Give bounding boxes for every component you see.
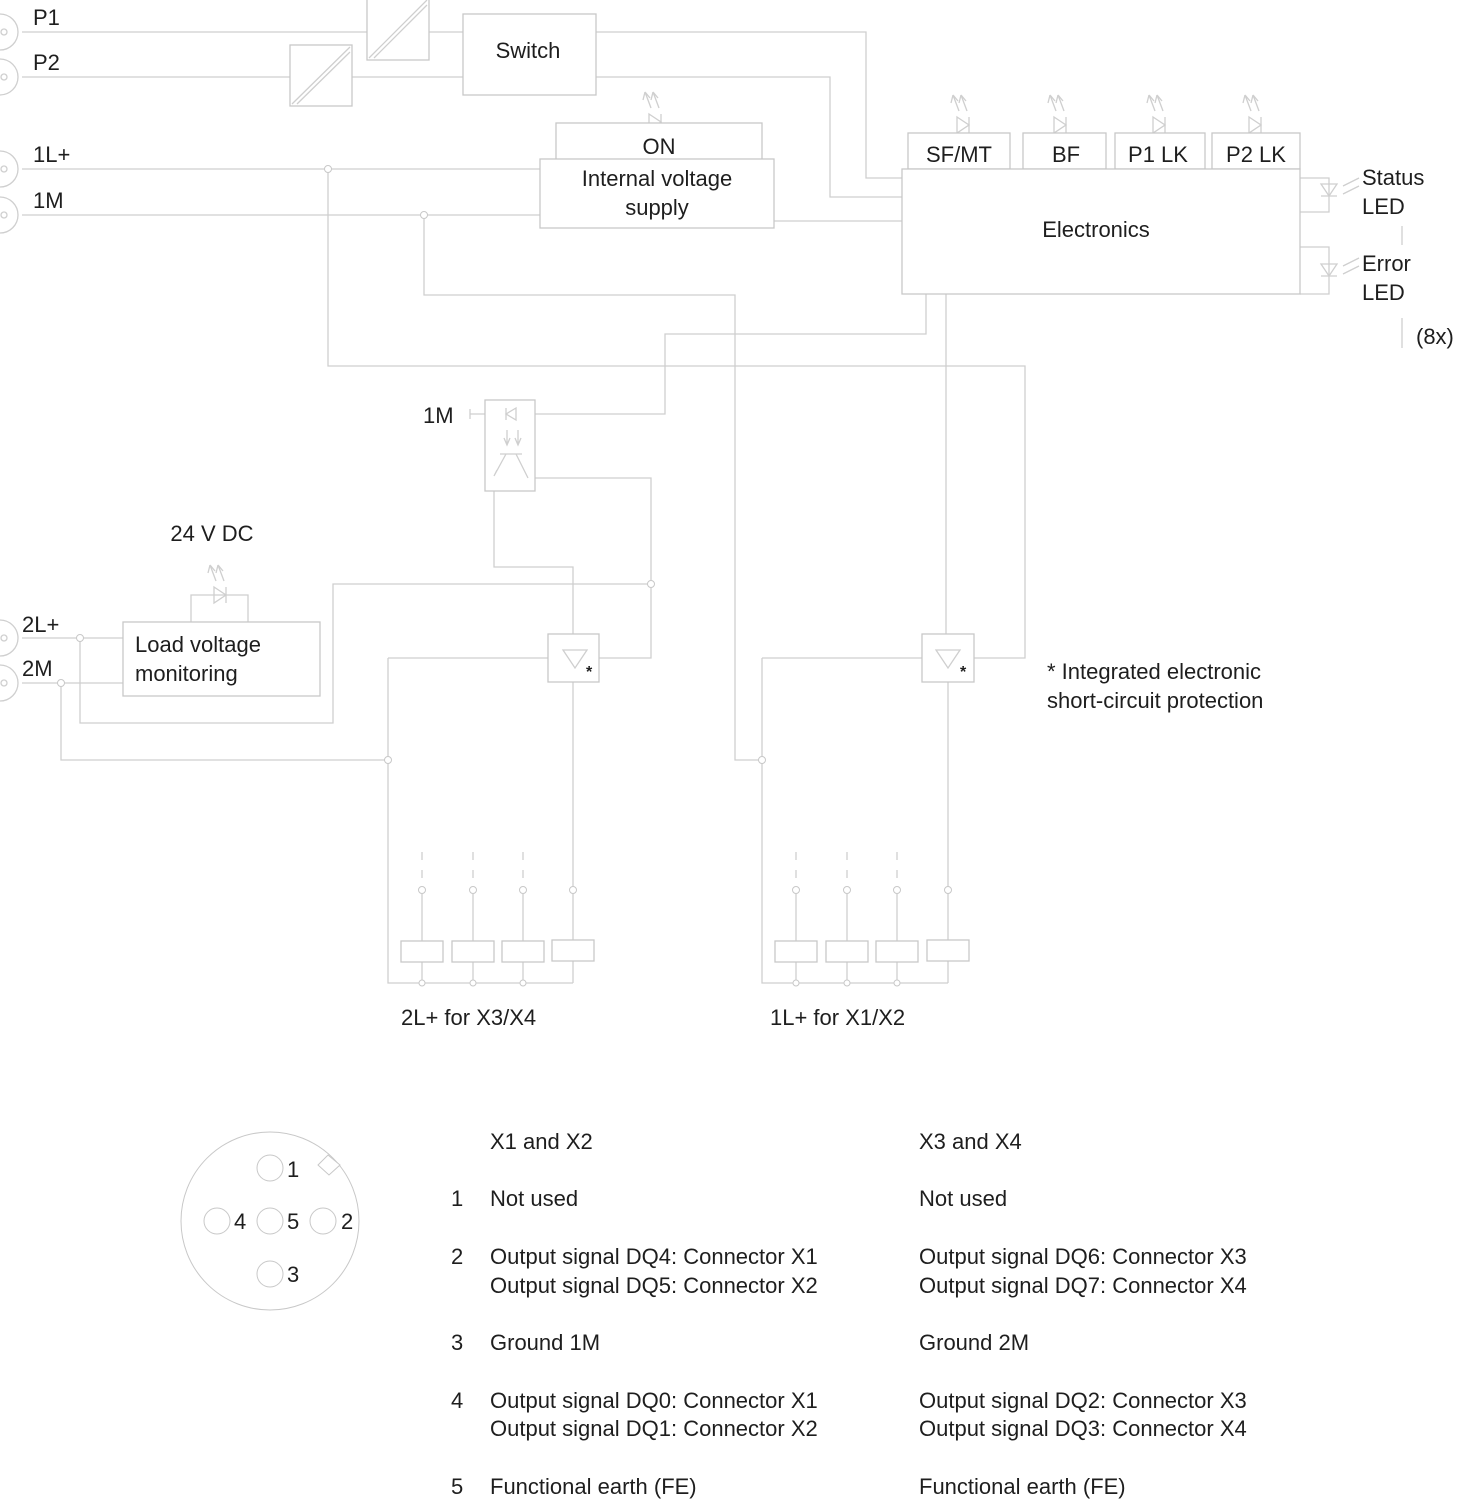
status-leds xyxy=(908,95,1300,169)
led-p2lk: P2 LK xyxy=(1226,142,1286,167)
row-cell: Output signal DQ0: Connector X1 xyxy=(490,1388,818,1413)
terminal-p1: P1 xyxy=(33,5,60,30)
short-circuit-protection-left xyxy=(548,634,599,682)
terminal-2l: 2L+ xyxy=(22,612,60,637)
outputs-right xyxy=(775,852,969,986)
row-cell: Output signal DQ1: Connector X2 xyxy=(490,1416,818,1441)
terminals xyxy=(0,5,70,701)
status-led-icon xyxy=(1321,178,1359,196)
status-led-label-1: Status xyxy=(1362,165,1425,190)
terminal-1l: 1L+ xyxy=(33,142,71,167)
pin-label-2: 2 xyxy=(341,1209,354,1234)
led-bf: BF xyxy=(1051,142,1081,167)
outputs-left xyxy=(401,852,594,986)
row-pin: 1 xyxy=(451,1186,464,1211)
media-converter-p2 xyxy=(290,45,352,106)
led-icon xyxy=(1048,95,1066,133)
error-led-label-1: Error xyxy=(1362,251,1411,276)
led-sfmt: SF/MT xyxy=(926,142,992,167)
opto-1m-label: 1M xyxy=(423,403,454,428)
pin-label-5: 5 xyxy=(287,1209,300,1234)
row-cell: Output signal DQ5: Connector X2 xyxy=(490,1273,818,1298)
row-pin: 4 xyxy=(451,1388,464,1413)
status-led-label-2: LED xyxy=(1362,194,1405,219)
row-cell: Not used xyxy=(919,1186,1008,1211)
pin-assignment-table xyxy=(451,1129,1247,1499)
error-led-label-2: LED xyxy=(1362,280,1405,305)
optocoupler xyxy=(485,400,535,491)
note-line-1: * Integrated electronic xyxy=(1047,659,1262,684)
led-icon xyxy=(951,95,969,133)
row-pin: 5 xyxy=(451,1474,464,1499)
pin-label-4: 4 xyxy=(234,1209,247,1234)
media-converter-p1 xyxy=(367,0,429,60)
row-cell: Output signal DQ6: Connector X3 xyxy=(919,1244,1247,1269)
row-cell: Output signal DQ4: Connector X1 xyxy=(490,1244,818,1269)
terminal-1m: 1M xyxy=(33,188,64,213)
led-count: (8x) xyxy=(1416,324,1454,349)
ivs-label-1: Internal voltage xyxy=(581,166,733,191)
svg-text:*: * xyxy=(586,664,593,681)
group-left-label: 2L+ for X3/X4 xyxy=(401,1005,537,1030)
row-cell: Functional earth (FE) xyxy=(919,1474,1126,1499)
dc-label: 24 V DC xyxy=(170,521,254,546)
header-x1x2: X1 and X2 xyxy=(490,1129,593,1154)
lvm-label-1: Load voltage xyxy=(135,632,261,657)
terminal-2m: 2M xyxy=(22,656,53,681)
short-circuit-protection-right xyxy=(922,634,974,682)
pin-label-3: 3 xyxy=(287,1262,300,1287)
led-icon xyxy=(1147,95,1165,133)
error-led-icon xyxy=(1321,258,1359,276)
row-pin: 3 xyxy=(451,1330,464,1355)
row-cell: Output signal DQ7: Connector X4 xyxy=(919,1273,1247,1298)
svg-text:*: * xyxy=(960,664,967,681)
row-cell: Output signal DQ3: Connector X4 xyxy=(919,1416,1247,1441)
m12-connector-face xyxy=(181,1132,359,1310)
row-pin: 2 xyxy=(451,1244,464,1269)
lvm-label-2: monitoring xyxy=(135,661,238,686)
electronics-label: Electronics xyxy=(1042,217,1150,242)
led-icon xyxy=(1243,95,1261,133)
row-cell: Not used xyxy=(490,1186,579,1211)
row-cell: Ground 1M xyxy=(490,1330,601,1355)
row-cell: Output signal DQ2: Connector X3 xyxy=(919,1388,1247,1413)
row-cell: Ground 2M xyxy=(919,1330,1030,1355)
ivs-label-2: supply xyxy=(625,195,689,220)
pin-label-1: 1 xyxy=(287,1157,300,1182)
note-line-2: short-circuit protection xyxy=(1047,688,1264,713)
row-cell: Functional earth (FE) xyxy=(490,1474,697,1499)
switch-label: Switch xyxy=(495,38,561,63)
header-x3x4: X3 and X4 xyxy=(919,1129,1022,1154)
terminal-p2: P2 xyxy=(33,50,60,75)
led-p1lk: P1 LK xyxy=(1128,142,1188,167)
group-right-label: 1L+ for X1/X2 xyxy=(770,1005,906,1030)
on-label: ON xyxy=(642,134,676,159)
led-icon xyxy=(208,565,226,603)
